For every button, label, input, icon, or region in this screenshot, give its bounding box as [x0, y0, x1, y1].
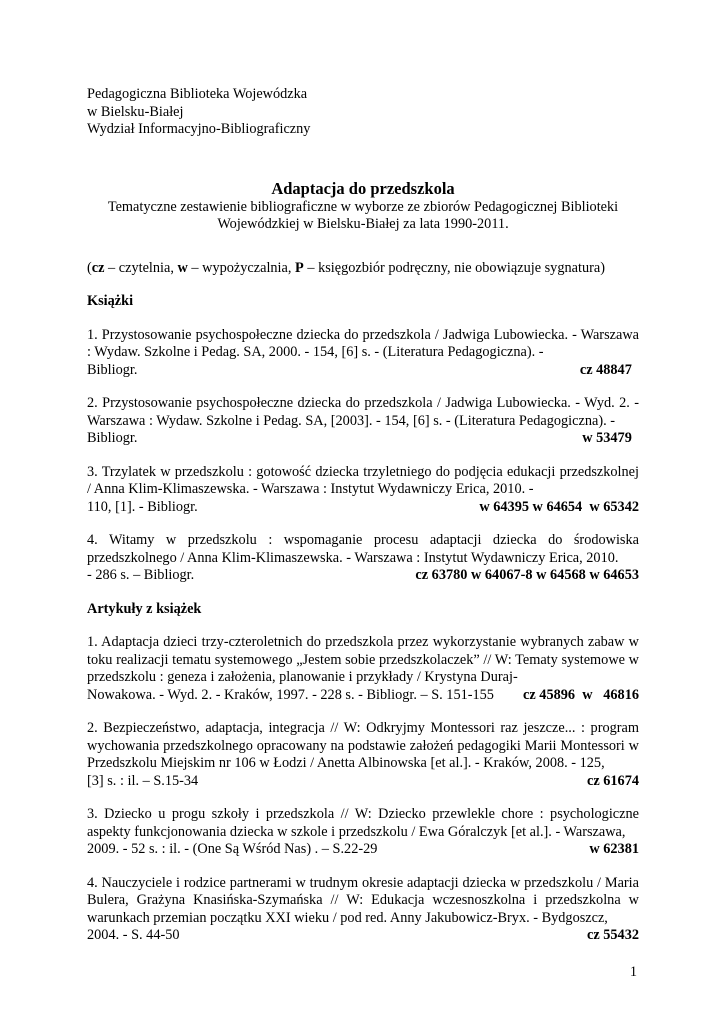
article-entry: [87, 634, 639, 704]
legend-w-desc: – wypożyczalnia,: [187, 259, 296, 276]
article-entry: [87, 720, 639, 790]
document-title: Adaptacja do przedszkola: [271, 178, 455, 198]
institution-line: w Bielsku-Białej: [87, 103, 184, 120]
entry-last-line: 110, [1]. - Bibliogr.: [87, 498, 198, 515]
call-number: w 53479: [582, 430, 639, 446]
call-number: w 62381: [589, 841, 639, 857]
book-entry: [87, 327, 639, 380]
entry-text: 3. Trzylatek w przedszkolu : gotowość dziecka trzyletniego do podjęcia edukacji przedszkolnej / Anna Klim-Klimaszewska. - Warszawa : Instytut Wydawniczy Erica, 2010. -: [87, 463, 639, 497]
subtitle-line: Wojewódzkiej w Bielsku-Białej za lata 1990-2011.: [217, 216, 509, 232]
book-entry: [87, 532, 639, 585]
section-heading-articles: Artykuły z książek: [87, 600, 202, 617]
page-number: 1: [629, 964, 637, 980]
institution-line: Pedagogiczna Biblioteka Wojewódzka: [87, 86, 308, 102]
entry-last-line: Bibliogr.: [87, 430, 138, 446]
section-heading-books: Książki: [87, 293, 134, 309]
institution-header: [87, 86, 639, 139]
document-page: [87, 86, 639, 945]
entry-text: 4. Witamy w przedszkolu : wspomaganie procesu adaptacji dziecka do środowiska przedszkolnego / Anna Klim-Klimaszewska. - Warszawa : Instytut Wydawniczy Erica, 2010.: [87, 532, 639, 566]
entry-text: 4. Nauczyciele i rodzice partnerami w trudnym okresie adaptacji dziecka w przedszkolu / Maria Bulera, Grażyna Knasińska-Szymańska // W: Edukacja wczesnoszkolna i przedszkolna w warunkach przemian początku XXI wieku / pod red. Anny Jakubowicz-Bryx. - Bydgoszcz,: [87, 874, 639, 926]
entry-text: 2. Przystosowanie psychospołeczne dziecka do przedszkola / Jadwiga Lubowiecka. - Wyd. 2. - Warszawa : Wydaw. Szkolne i Pedag. SA, [2003]. - 154, [6] s. - (Literatura Pedagogiczna). -: [87, 395, 639, 429]
legend-cz: cz: [91, 259, 105, 276]
legend-open: (: [87, 259, 92, 276]
entry-last-line: 2009. - 52 s. : il. - (One Są Wśród Nas) . – S.22-29: [87, 841, 378, 857]
entry-last-line: - 286 s. – Bibliogr.: [87, 567, 195, 583]
call-number: cz 48847: [579, 361, 639, 378]
entry-last-line: Bibliogr.: [87, 361, 138, 378]
entry-text: 1. Przystosowanie psychospołeczne dziecka do przedszkola / Jadwiga Lubowiecka. - Warszawa : Wydaw. Szkolne i Pedag. SA, 2000. - 154, [6] s. - (Literatura Pedagogiczna). -: [87, 326, 639, 360]
book-entry: [87, 464, 639, 517]
book-entry: [87, 395, 639, 448]
article-entry: [87, 806, 639, 859]
legend-p: P: [295, 259, 304, 276]
entry-text: 1. Adaptacja dzieci trzy-czteroletnich do przedszkola przez wykorzystanie wybranych zabaw w toku realizacji tematu systemowego „Jestem sobie przedszkolaczek” // W: Tematy systemowe w przedszkolu : geneza i założenia, planowanie i przykłady / Krystyna Duraj-: [87, 634, 639, 685]
article-entry: [87, 875, 639, 945]
institution-line: Wydział Informacyjno-Bibliograficzny: [87, 121, 311, 137]
entry-text: 3. Dziecko u progu szkoły i przedszkola // W: Dziecko przewlekle chore : psychologiczne aspekty funkcjonowania dziecka w szkole i przedszkolu / Ewa Góralczyk [et al.]. - Warszawa,: [87, 806, 639, 840]
call-number: w 64395 w 64654 w 65342: [479, 498, 639, 515]
call-number: cz 63780 w 64067-8 w 64568 w 64653: [415, 567, 639, 583]
entry-last-line: [3] s. : il. – S.15-34: [87, 772, 199, 789]
call-number: cz 61674: [586, 772, 639, 789]
call-number: cz 45896 w 46816: [523, 686, 639, 703]
call-number: cz 55432: [586, 927, 639, 943]
entry-last-line: 2004. - S. 44-50: [87, 927, 180, 943]
legend: [87, 260, 639, 278]
legend-w: w: [177, 259, 188, 276]
subtitle-line: Tematyczne zestawienie bibliograficzne w wyborze ze zbiorów Pedagogicznej Biblioteki: [107, 198, 619, 215]
legend-cz-desc: – czytelnia,: [104, 259, 178, 276]
entry-last-line: Nowakowa. - Wyd. 2. - Kraków, 1997. - 228 s. - Bibliogr. – S. 151-155: [87, 686, 494, 703]
entry-text: 2. Bezpieczeństwo, adaptacja, integracja // W: Odkryjmy Montessori raz jeszcze... : program wychowania przedszkolnego opracowany na podstawie założeń pedagogiki Marii Montessori w Przedszkolu Miejskim nr 106 w Łodzi / Anetta Albinowska [et al.]. - Kraków, 2008. - 125,: [87, 720, 639, 771]
legend-p-desc: – księgozbiór podręczny, nie obowiązuje sygnatura): [303, 259, 605, 276]
